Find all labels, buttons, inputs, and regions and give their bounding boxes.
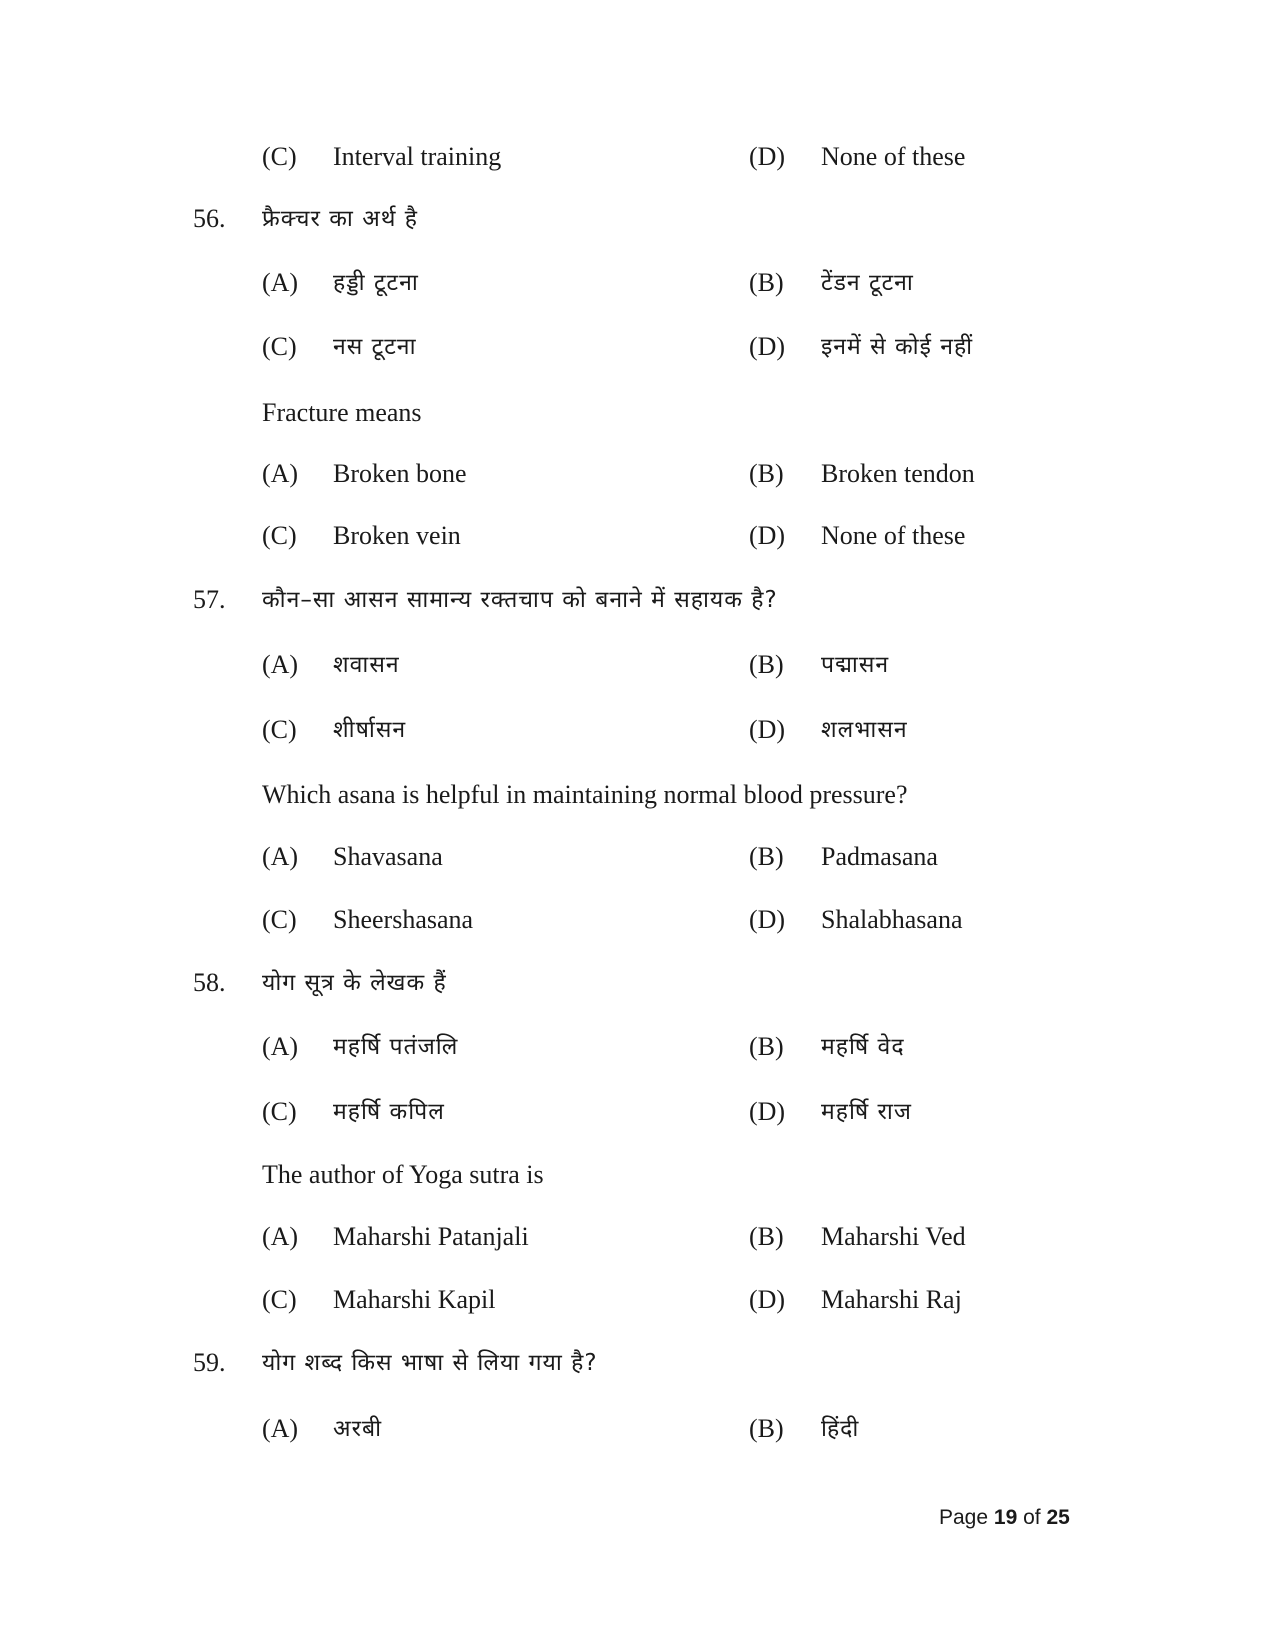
q58-hi-option-d-label: (D): [749, 1097, 786, 1126]
q55-option-c-text: Interval training: [333, 142, 502, 171]
footer-total-pages: 25: [1046, 1506, 1070, 1529]
footer-of-word: of: [1023, 1506, 1041, 1529]
q56-option-b-text: Broken tendon: [821, 459, 975, 488]
q56-option-a-label: (A): [262, 459, 299, 488]
q57-option-d-label: (D): [749, 905, 786, 934]
q57-hi-option-b-label: (B): [749, 650, 784, 679]
q58-option-b-label: (B): [749, 1222, 784, 1251]
q56-option-d-label: (D): [749, 521, 786, 550]
q57-option-b-label: (B): [749, 842, 784, 871]
q56-hi-option-d-label: (D): [749, 332, 786, 361]
q56-english-question: Fracture means: [262, 398, 422, 427]
q59-number: 59.: [193, 1348, 226, 1377]
q58-english-question: The author of Yoga sutra is: [262, 1160, 544, 1189]
q58-option-a-label: (A): [262, 1222, 299, 1251]
q58-hi-option-a-label: (A): [262, 1032, 299, 1061]
q58-hi-option-c-text: महर्षि कपिल: [333, 1099, 445, 1125]
q59-hi-option-b-text: हिंदी: [821, 1416, 860, 1442]
q59-hi-option-a-label: (A): [262, 1414, 299, 1443]
q58-option-b-text: Maharshi Ved: [821, 1222, 966, 1251]
q57-hi-option-c-label: (C): [262, 715, 297, 744]
q55-option-d-text: None of these: [821, 142, 966, 171]
q58-hi-option-d-text: महर्षि राज: [821, 1099, 912, 1125]
q59-hindi-question: योग शब्द किस भाषा से लिया गया है?: [262, 1350, 598, 1376]
q57-option-d-text: Shalabhasana: [821, 905, 963, 934]
q57-option-b-text: Padmasana: [821, 842, 938, 871]
q56-hi-option-d-text: इनमें से कोई नहीं: [821, 334, 974, 360]
q57-hi-option-a-label: (A): [262, 650, 299, 679]
q57-option-a-text: Shavasana: [333, 842, 443, 871]
q58-option-a-text: Maharshi Patanjali: [333, 1222, 529, 1251]
q56-option-c-label: (C): [262, 521, 297, 550]
q57-english-question: Which asana is helpful in maintaining normal blood pressure?: [262, 780, 908, 809]
q58-hi-option-b-text: महर्षि वेद: [821, 1034, 905, 1060]
q58-option-c-text: Maharshi Kapil: [333, 1285, 496, 1314]
q58-number: 58.: [193, 968, 226, 997]
q58-option-d-text: Maharshi Raj: [821, 1285, 962, 1314]
q56-option-b-label: (B): [749, 459, 784, 488]
q59-hi-option-b-label: (B): [749, 1414, 784, 1443]
q58-hi-option-a-text: महर्षि पतंजलि: [333, 1034, 459, 1060]
q56-option-c-text: Broken vein: [333, 521, 461, 550]
q58-hi-option-b-label: (B): [749, 1032, 784, 1061]
q56-hi-option-a-label: (A): [262, 268, 299, 297]
q57-hi-option-d-label: (D): [749, 715, 786, 744]
q56-hi-option-b-text: टेंडन टूटना: [821, 270, 914, 296]
q57-hi-option-d-text: शलभासन: [821, 717, 908, 743]
footer-current-page: 19: [993, 1506, 1018, 1529]
q57-option-a-label: (A): [262, 842, 299, 871]
q57-option-c-label: (C): [262, 905, 297, 934]
q57-number: 57.: [193, 585, 226, 614]
q58-option-d-label: (D): [749, 1285, 786, 1314]
q56-hindi-question: फ्रैक्चर का अर्थ है: [262, 206, 418, 232]
q57-option-c-text: Sheershasana: [333, 905, 474, 934]
footer-page-word: Page: [939, 1506, 989, 1529]
q56-option-d-text: None of these: [821, 521, 966, 550]
q56-hi-option-b-label: (B): [749, 268, 784, 297]
q58-hindi-question: योग सूत्र के लेखक हैं: [262, 970, 447, 996]
q59-hi-option-a-text: अरबी: [333, 1416, 383, 1442]
q56-option-a-text: Broken bone: [333, 459, 467, 488]
q55-option-c-label: (C): [262, 142, 297, 171]
q57-hi-option-c-text: शीर्षासन: [333, 717, 407, 743]
q57-hi-option-b-text: पद्मासन: [821, 652, 890, 678]
q56-hi-option-c-text: नस टूटना: [333, 334, 417, 360]
q58-hi-option-c-label: (C): [262, 1097, 297, 1126]
q55-option-d-label: (D): [749, 142, 786, 171]
q56-number: 56.: [193, 204, 226, 233]
q57-hindi-question: कौन–सा आसन सामान्य रक्तचाप को बनाने में सहायक है?: [262, 587, 778, 613]
q56-hi-option-a-text: हड्डी टूटना: [333, 270, 419, 296]
q56-hi-option-c-label: (C): [262, 332, 297, 361]
q58-option-c-label: (C): [262, 1285, 297, 1314]
q57-hi-option-a-text: शवासन: [333, 652, 400, 678]
page-number-footer: [939, 1504, 1070, 1532]
